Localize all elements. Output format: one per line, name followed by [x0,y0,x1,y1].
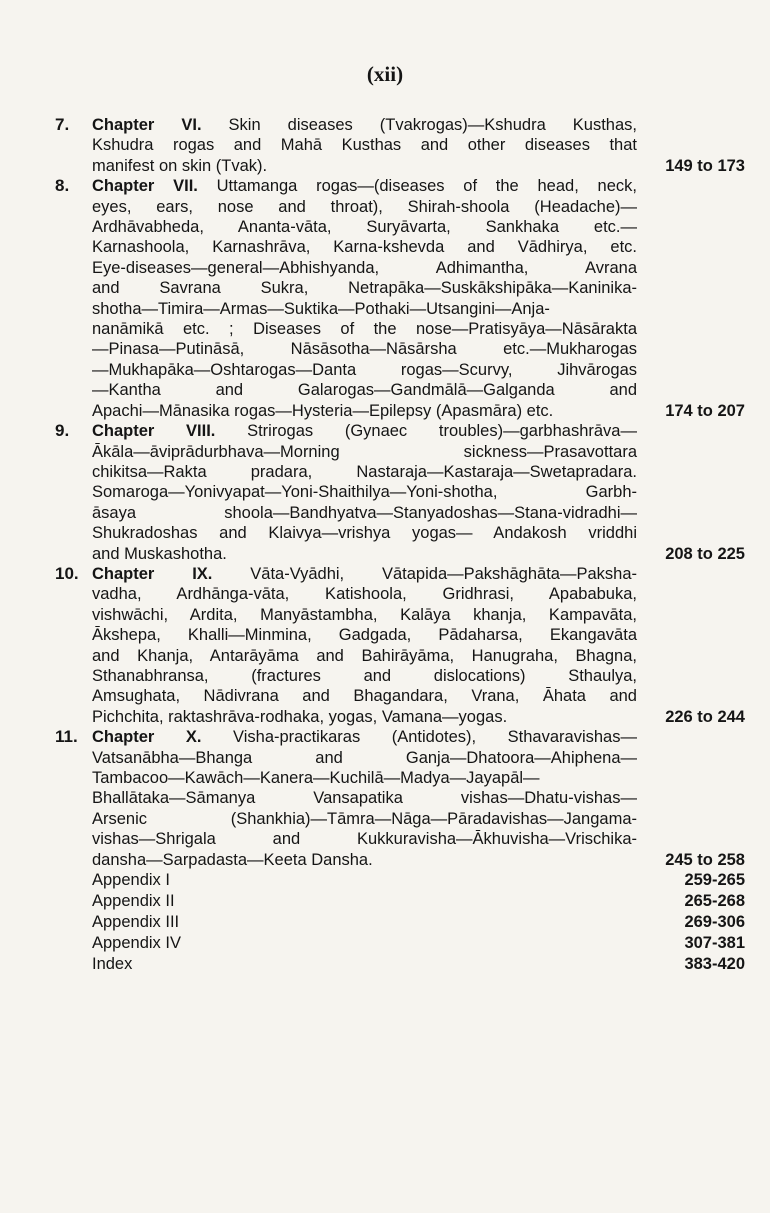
entry-line: Ākāla—āviprādurbhava—Morning sickness—Prasavottara [92,442,637,461]
appendix-row [92,870,745,891]
chapter-title: Chapter VIII. [92,422,216,441]
chapter-title: Chapter X. [92,728,202,747]
entry-line: and Khanja, Antarāyāma and Bahirāyāma, Hanugraha, Bhagna, [92,646,637,665]
entry-description [92,176,637,421]
entry-line: and Muskashotha. [92,544,227,563]
appendix-label: Appendix III [92,912,180,931]
entry-line: —Kantha and Galarogas—Gandmālā—Galganda and [92,381,637,400]
entry-line: and Savrana Sukra, Netrapāka—Suskākshipāka—Kaninika- [92,279,637,298]
entry-number: 10. [55,563,79,583]
entry-description [92,564,637,727]
entry-number: 9. [55,421,70,441]
entry-description [92,115,637,176]
entry-line: Chapter VIII. Strirogas (Gynaec troubles)—garbhashrāva— [92,422,637,441]
chapter-title: Chapter VII. [92,177,198,196]
entry-line: Chapter IX. Vāta-Vyādhi, Vātapida—Pakshāghāta—Paksha- [92,564,637,583]
toc-entry [55,115,745,176]
page-range: 226 to 244 [665,707,745,726]
appendix-pages: 307-381 [684,933,745,952]
chapter-title: Chapter VI. [92,116,202,134]
entry-description [92,421,637,564]
entry-line: Chapter X. Visha-practikaras (Antidotes), Sthavaravishas— [92,728,637,747]
entry-line: Somaroga—Yonivyapat—Yoni-Shaithilya—Yoni-shotha, Garbh- [92,483,637,502]
appendix-pages: 383-420 [684,954,745,973]
entry-line: Kshudra rogas and Mahā Kusthas and other diseases that [92,136,637,155]
entry-line: Bhallātaka—Sāmanya Vansapatika vishas—Dhatu-vishas— [92,789,637,808]
entry-line: Apachi—Mānasika rogas—Hysteria—Epilepsy (Apasmāra) etc. [92,401,554,420]
entry-line: Ardhāvabheda, Ananta-vāta, Suryāvarta, Sankhaka etc.— [92,218,637,237]
page-range: 149 to 173 [665,156,745,175]
entry-line: Pichchita, raktashrāva-rodhaka, yogas, Vamana—yogas. [92,707,508,726]
appendix-pages: 265-268 [684,891,745,910]
entry-line: Vatsanābha—Bhanga and Ganja—Dhatoora—Ahiphena— [92,748,637,767]
entry-line: Karnashoola, Karnashrāva, Karna-kshevda and Vādhirya, etc. [92,238,637,257]
entry-number: 7. [55,115,70,134]
entry-line: Tambacoo—Kawāch—Kanera—Kuchilā—Madya—Jayapāl— [92,769,540,787]
appendix-row [92,954,745,975]
entry-number: 8. [55,176,70,196]
appendix-pages: 269-306 [684,912,745,931]
entry-line: Sthanabhransa, (fractures and dislocations) Sthaulya, [92,666,637,685]
entry-line: Arsenic (Shankhia)—Tāmra—Nāga—Pāradavishas—Jangama- [92,809,637,828]
entry-line: Amsughata, Nādivrana and Bhagandara, Vrana, Āhata and [92,687,637,706]
entry-line: Shukradoshas and Klaivya—vrishya yogas— Andakosh vriddhi [92,524,637,543]
entry-line: chikitsa—Rakta pradara, Nastaraja—Kastaraja—Swetapradara. [92,462,637,481]
entry-line: dansha—Sarpadasta—Keeta Dansha. [92,850,373,869]
entry-number: 11. [55,727,78,747]
entry-line: —Pinasa—Putināsā, Nāsāsotha—Nāsārsha etc.—Mukharogas [92,340,637,359]
appendix-row [92,933,745,954]
entry-line: nanāmikā etc. ; Diseases of the nose—Pratisyāya—Nāsārakta [92,320,637,339]
page-range: 174 to 207 [665,401,745,420]
entry-line: vishas—Shrigala and Kukkuravisha—Ākhuvisha—Vrischika- [92,830,637,849]
toc-entry [55,421,745,564]
toc-entry [55,727,745,870]
entry-line: manifest on skin (Tvak). [92,156,268,175]
page-number: (xii) [366,62,404,86]
appendix-label: Index [92,954,133,973]
appendix-label: Appendix II [92,891,175,910]
entry-line: vishwāchi, Ardita, Manyāstambha, Kalāya khanja, Kampavāta, [92,605,637,624]
toc-entry [55,564,745,727]
appendix-label: Appendix IV [92,933,181,952]
appendix-row [92,891,745,912]
entry-line: Ākshepa, Khalli—Minmina, Gadgada, Pādaharsa, Ekangavāta [92,626,637,645]
appendix-pages: 259-265 [684,871,745,890]
entry-line: eyes, ears, nose and throat), Shirah-shoola (Headache)— [92,197,637,216]
entry-line: Chapter VI. Skin diseases (Tvakrogas)—Kshudra Kusthas, [92,116,637,134]
chapter-title: Chapter IX. [92,564,213,583]
entry-line: —Mukhapāka—Oshtarogas—Danta rogas—Scurvy, Jihvārogas [92,360,637,379]
page-range: 245 to 258 [665,850,745,869]
entry-description [92,727,637,870]
entry-line: shotha—Timira—Armas—Suktika—Pothaki—Utsangini—Anja- [92,299,550,318]
entry-line: Eye-diseases—general—Abhishyanda, Adhimantha, Avrana [92,258,637,277]
entry-line: vadha, Ardhānga-vāta, Katishoola, Gridhrasi, Apababuka, [92,585,637,604]
appendix-label: Appendix I [92,871,170,890]
appendix-row [92,912,745,933]
table-of-contents [55,115,745,975]
entry-line: Chapter VII. Uttamanga rogas—(diseases of the head, neck, [92,177,637,196]
entry-line: āsaya shoola—Bandhyatva—Stanyadoshas—Stana-vidradhi— [92,503,637,522]
toc-entry [55,176,745,421]
page-range: 208 to 225 [665,544,745,563]
